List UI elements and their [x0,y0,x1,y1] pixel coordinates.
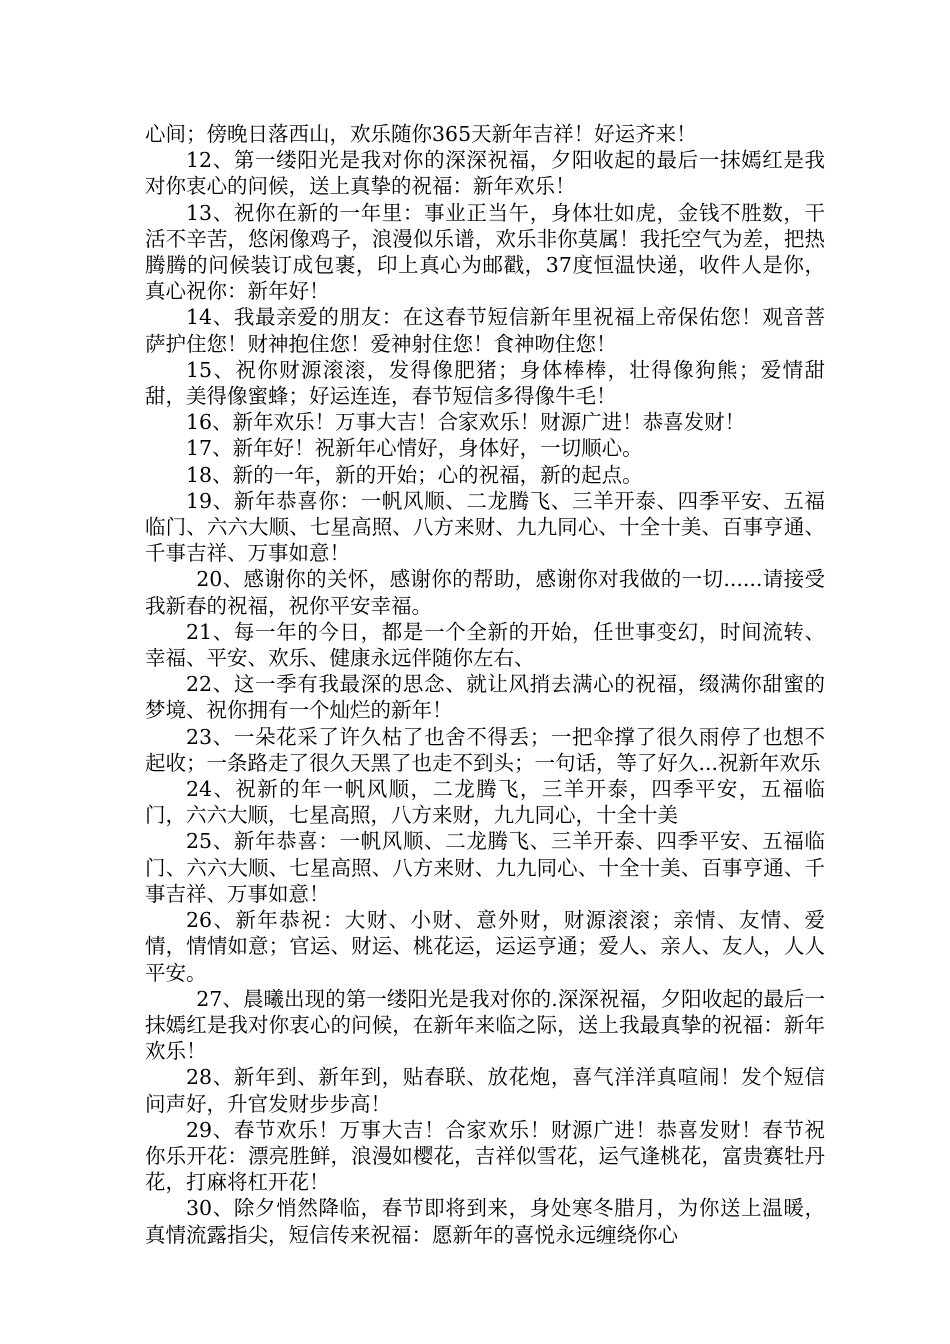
paragraph-23: 23、一朵花采了许久枯了也舍不得丢；一把伞撑了很久雨停了也想不起收；一条路走了很久天黑了也走不到头；一句话，等了好久...祝新年欢乐 [145,724,825,775]
paragraph-12: 12、第一缕阳光是我对你的深深祝福，夕阳收起的最后一抹嫣红是我对你衷心的问候，送上真挚的祝福：新年欢乐！ [145,148,825,199]
paragraph-11-continuation: 心间；傍晚日落西山，欢乐随你365天新年吉祥！好运齐来！ [145,122,697,146]
paragraph-29: 29、春节欢乐！万事大吉！合家欢乐！财源广进！恭喜发财！春节祝你乐开花：漂亮胜鲜，浪漫如樱花，吉祥似雪花，运气逢桃花，富贵赛牡丹花，打麻将杠开花！ [145,1117,825,1195]
paragraph-17: 17、新年好！祝新年心情好，身体好，一切顺心。 [186,436,643,461]
paragraph-20: 20、感谢你的关怀，感谢你的帮助，感谢你对我做的一切......请接受我新春的祝福，祝你平安幸福。 [145,567,825,618]
paragraph-22: 22、这一季有我最深的思念、就让风捎去满心的祝福，缀满你甜蜜的梦境、祝你拥有一个灿烂的新年！ [145,672,825,723]
paragraph-13: 13、祝你在新的一年里：事业正当午，身体壮如虎，金钱不胜数，干活不辛苦，悠闲像鸡子，浪漫似乐谱，欢乐非你莫属！我托空气为差，把热腾腾的问候装订成包裹，印上真心为邮戳，37度恒温快递，收件人是你，真心祝你：新年好！ [145,200,825,304]
paragraph-19: 19、新年恭喜你：一帆风顺、二龙腾飞、三羊开泰、四季平安、五福临门、六六大顺、七星高照、八方来财、九九同心、十全十美、百事亨通、千事吉祥、万事如意！ [145,488,825,566]
paragraph-27: 27、晨曦出现的第一缕阳光是我对你的.深深祝福，夕阳收起的最后一抹嫣红是我对你衷心的问候，在新年来临之际，送上我最真挚的祝福：新年欢乐！ [145,986,825,1064]
paragraph-14: 14、我最亲爱的朋友：在这春节短信新年里祝福上帝保佑您！观音菩萨护住您！财神抱住您！爱神射住您！食神吻住您！ [145,305,825,356]
paragraph-21: 21、每一年的今日，都是一个全新的开始，任世事变幻，时间流转、幸福、平安、欢乐、健康永远伴随你左右、 [145,619,825,671]
paragraph-18: 18、新的一年，新的开始；心的祝福，新的起点。 [186,462,643,487]
document-body [145,121,825,1248]
paragraph-24: 24、祝新的年一帆风顺，二龙腾飞，三羊开泰，四季平安，五福临门，六六大顺，七星高照，八方来财，九九同心，十全十美 [145,777,825,828]
paragraph-25: 25、新年恭喜：一帆风顺、二龙腾飞、三羊开泰、四季平安、五福临门、六六大顺、七星高照、八方来财、九九同心、十全十美、百事亨通、千事吉祥、万事如意！ [145,829,825,906]
paragraph-26: 26、新年恭祝：大财、小财、意外财，财源滚滚；亲情、友情、爱情，情情如意；官运、财运、桃花运，运运亨通；爱人、亲人、友人，人人平安。 [145,908,825,985]
paragraph-15: 15、祝你财源滚滚，发得像肥猪；身体棒棒，壮得像狗熊；爱情甜甜，美得像蜜蜂；好运连连，春节短信多得像牛毛！ [145,357,825,409]
paragraph-16: 16、新年欢乐！万事大吉！合家欢乐！财源广进！恭喜发财！ [186,410,746,435]
paragraph-30: 30、除夕悄然降临，春节即将到来，身处寒冬腊月，为你送上温暖，真情流露指尖，短信传来祝福：愿新年的喜悦永远缠绕你心 [145,1196,825,1247]
paragraph-28: 28、新年到、新年到，贴春联、放花炮，喜气洋洋真喧闹！发个短信问声好，升官发财步步高！ [145,1065,825,1116]
